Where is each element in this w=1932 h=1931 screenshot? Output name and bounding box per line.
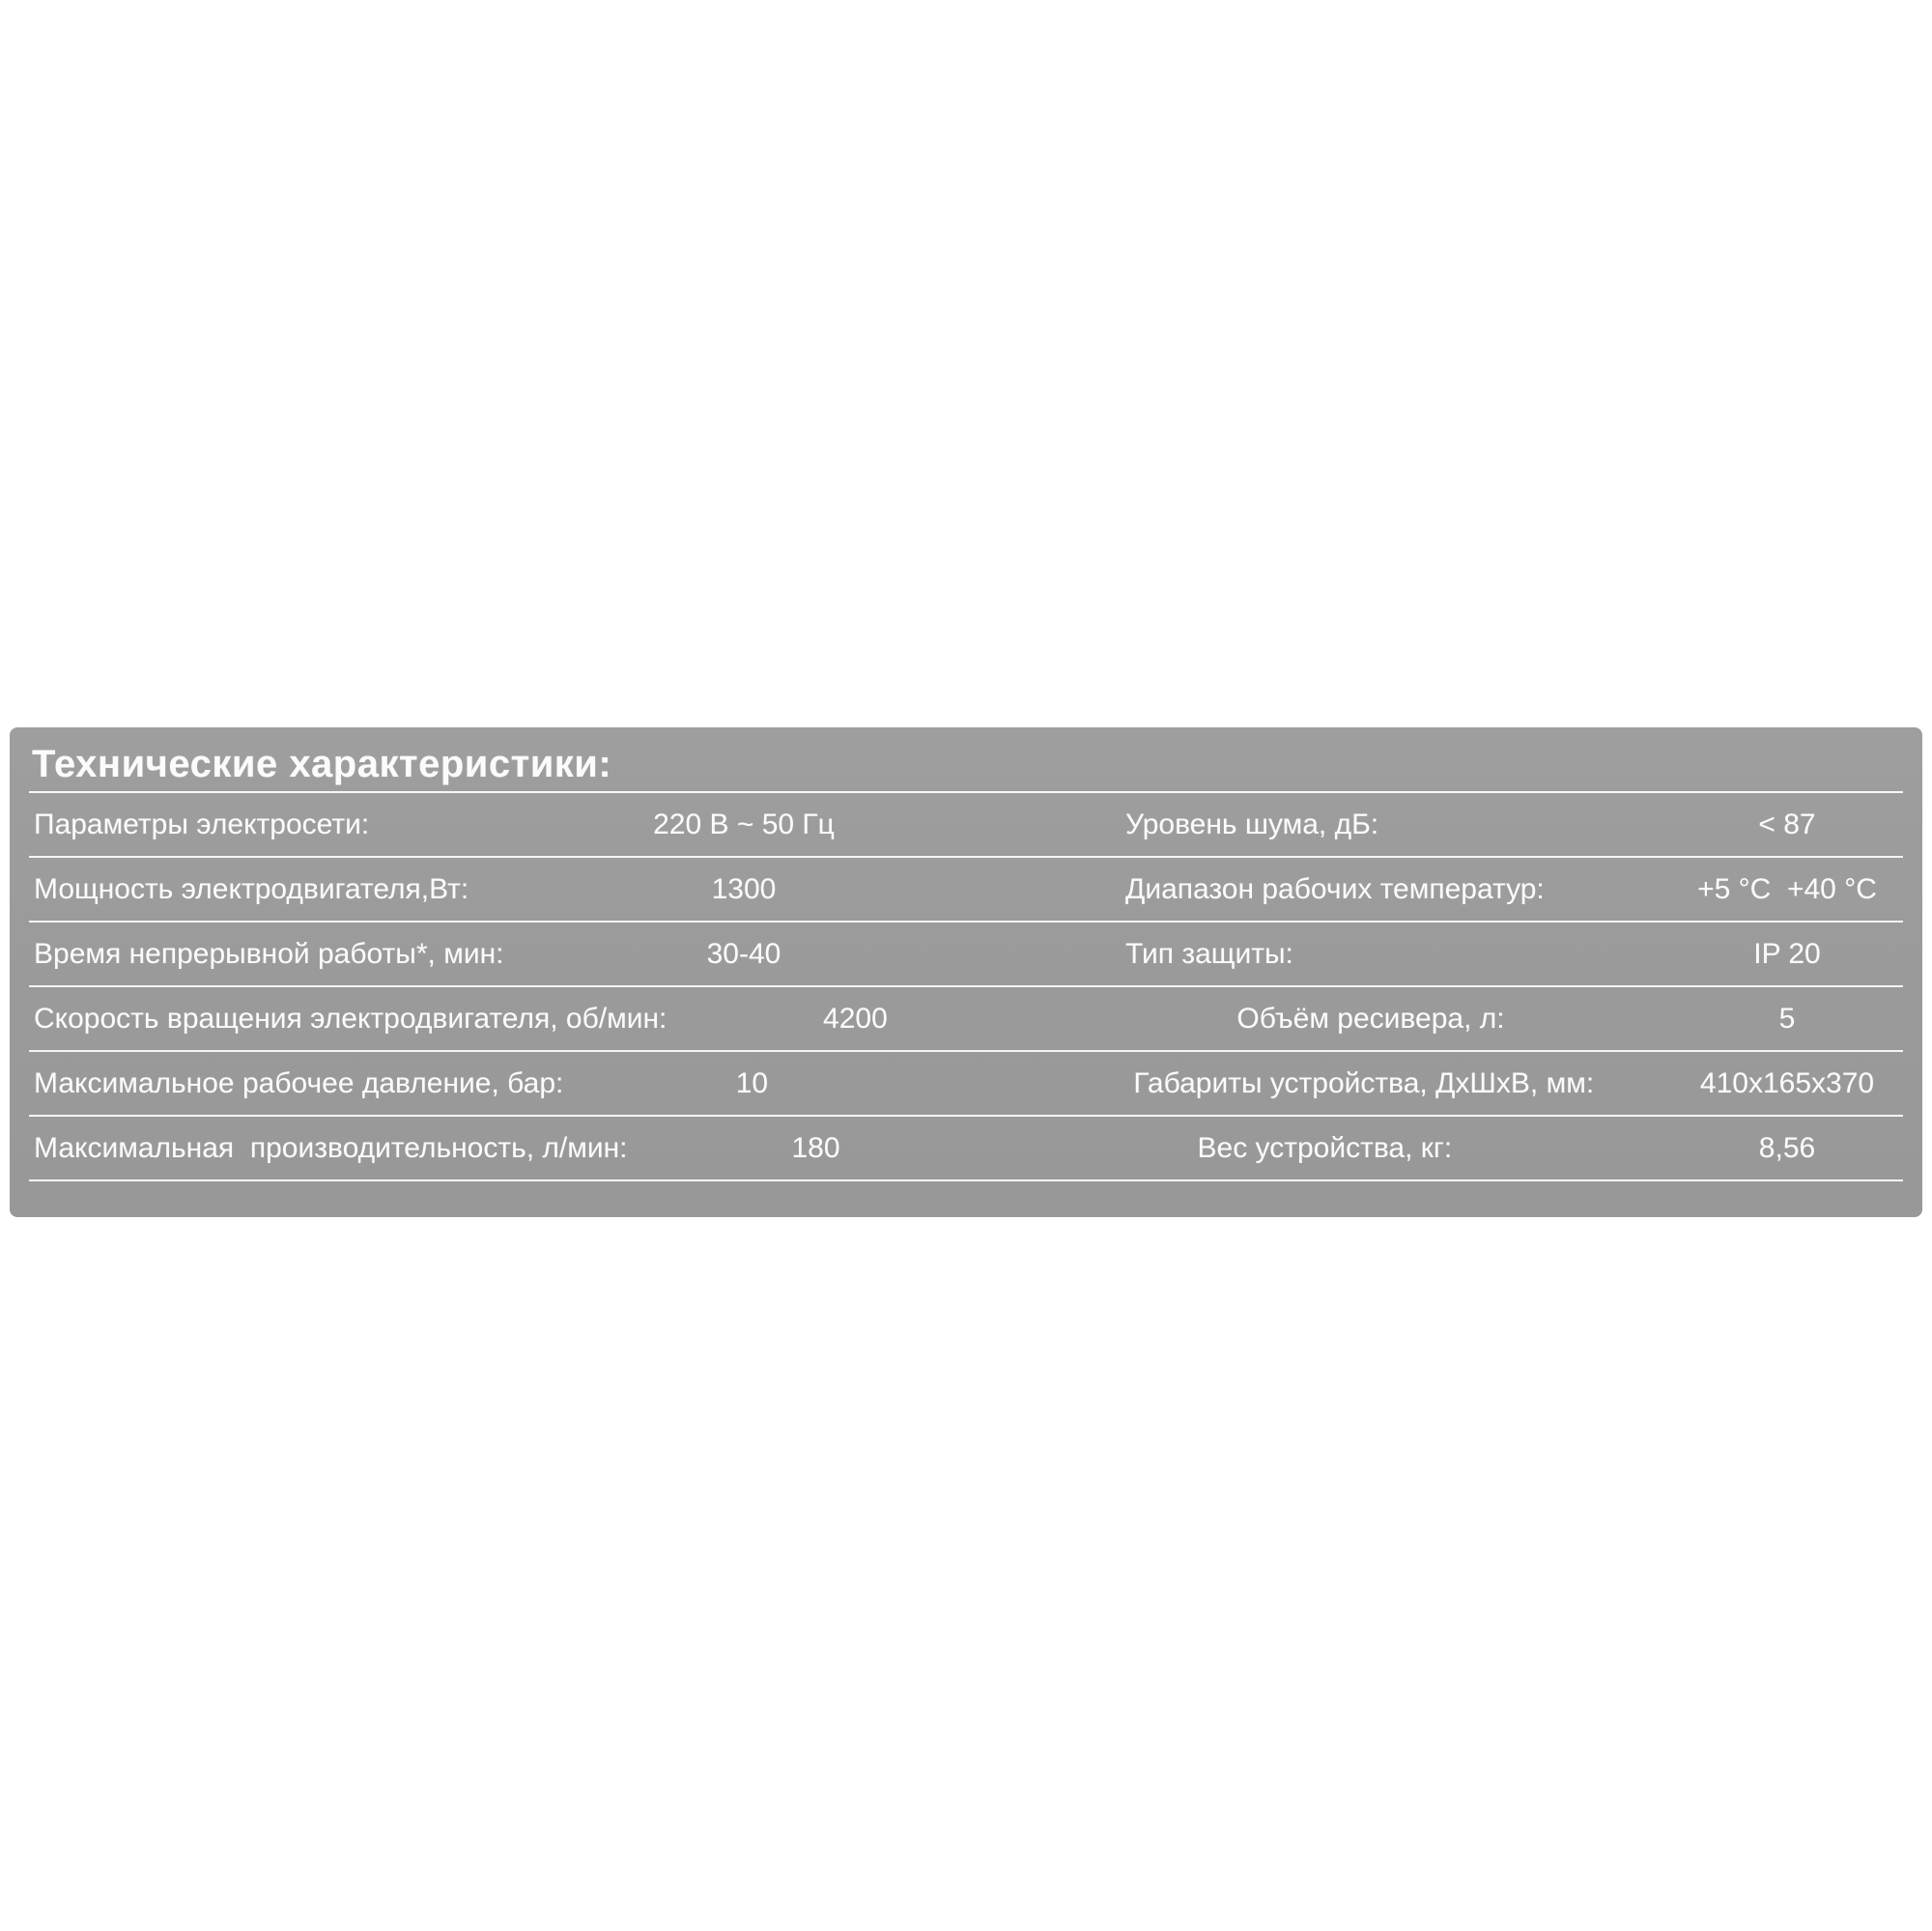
spec-panel-inner xyxy=(29,727,1903,1217)
spec-row-capacity-weight xyxy=(29,1117,1903,1181)
spec-label-motor-power: Мощность электродвигателя,Вт: xyxy=(34,873,469,905)
spec-value-motor-speed: 4200 xyxy=(823,1003,888,1035)
spec-row-pressure-dimensions xyxy=(29,1052,1903,1117)
spec-value-max-pressure: 10 xyxy=(735,1067,769,1099)
spec-value-receiver-volume: 5 xyxy=(1778,1003,1796,1035)
spec-label-device-dimensions: Габариты устройства, ДхШхВ, мм: xyxy=(1133,1067,1595,1099)
spec-row-motor-power-temperature xyxy=(29,858,1903,923)
spec-value-continuous-runtime: 30-40 xyxy=(706,938,781,970)
panel-title-row xyxy=(29,727,1903,793)
spec-value-max-capacity: 180 xyxy=(791,1132,840,1164)
spec-panel xyxy=(10,727,1922,1217)
spec-label-temperature-range: Диапазон рабочих температур: xyxy=(1125,873,1545,905)
spec-label-motor-speed: Скорость вращения электродвигателя, об/мин: xyxy=(34,1003,668,1035)
spec-label-max-pressure: Максимальное рабочее давление, бар: xyxy=(34,1067,564,1099)
spec-row-electricity-noise xyxy=(29,793,1903,858)
spec-label-continuous-runtime: Время непрерывной работы*, мин: xyxy=(34,938,504,970)
spec-label-receiver-volume: Объём ресивера, л: xyxy=(1236,1003,1505,1035)
spec-row-runtime-protection xyxy=(29,923,1903,987)
spec-value-protection-type: IP 20 xyxy=(1753,938,1821,970)
spec-value-motor-power: 1300 xyxy=(711,873,777,905)
spec-row-rotation-receiver xyxy=(29,987,1903,1052)
spec-value-power-supply: 220 В ~ 50 Гц xyxy=(653,809,835,840)
spec-label-protection-type: Тип защиты: xyxy=(1125,938,1293,970)
spec-label-power-supply: Параметры электросети: xyxy=(34,809,370,840)
spec-value-device-dimensions: 410х165х370 xyxy=(1699,1067,1875,1099)
spec-value-noise-level: < 87 xyxy=(1758,809,1816,840)
spec-label-device-weight: Вес устройства, кг: xyxy=(1197,1132,1453,1164)
spec-value-device-weight: 8,56 xyxy=(1758,1132,1816,1164)
panel-title: Технические характеристики: xyxy=(32,743,612,785)
spec-label-noise-level: Уровень шума, дБ: xyxy=(1125,809,1379,840)
spec-value-temperature-range: +5 °C +40 °C xyxy=(1697,873,1877,905)
spec-label-max-capacity: Максимальная производительность, л/мин: xyxy=(34,1132,628,1164)
